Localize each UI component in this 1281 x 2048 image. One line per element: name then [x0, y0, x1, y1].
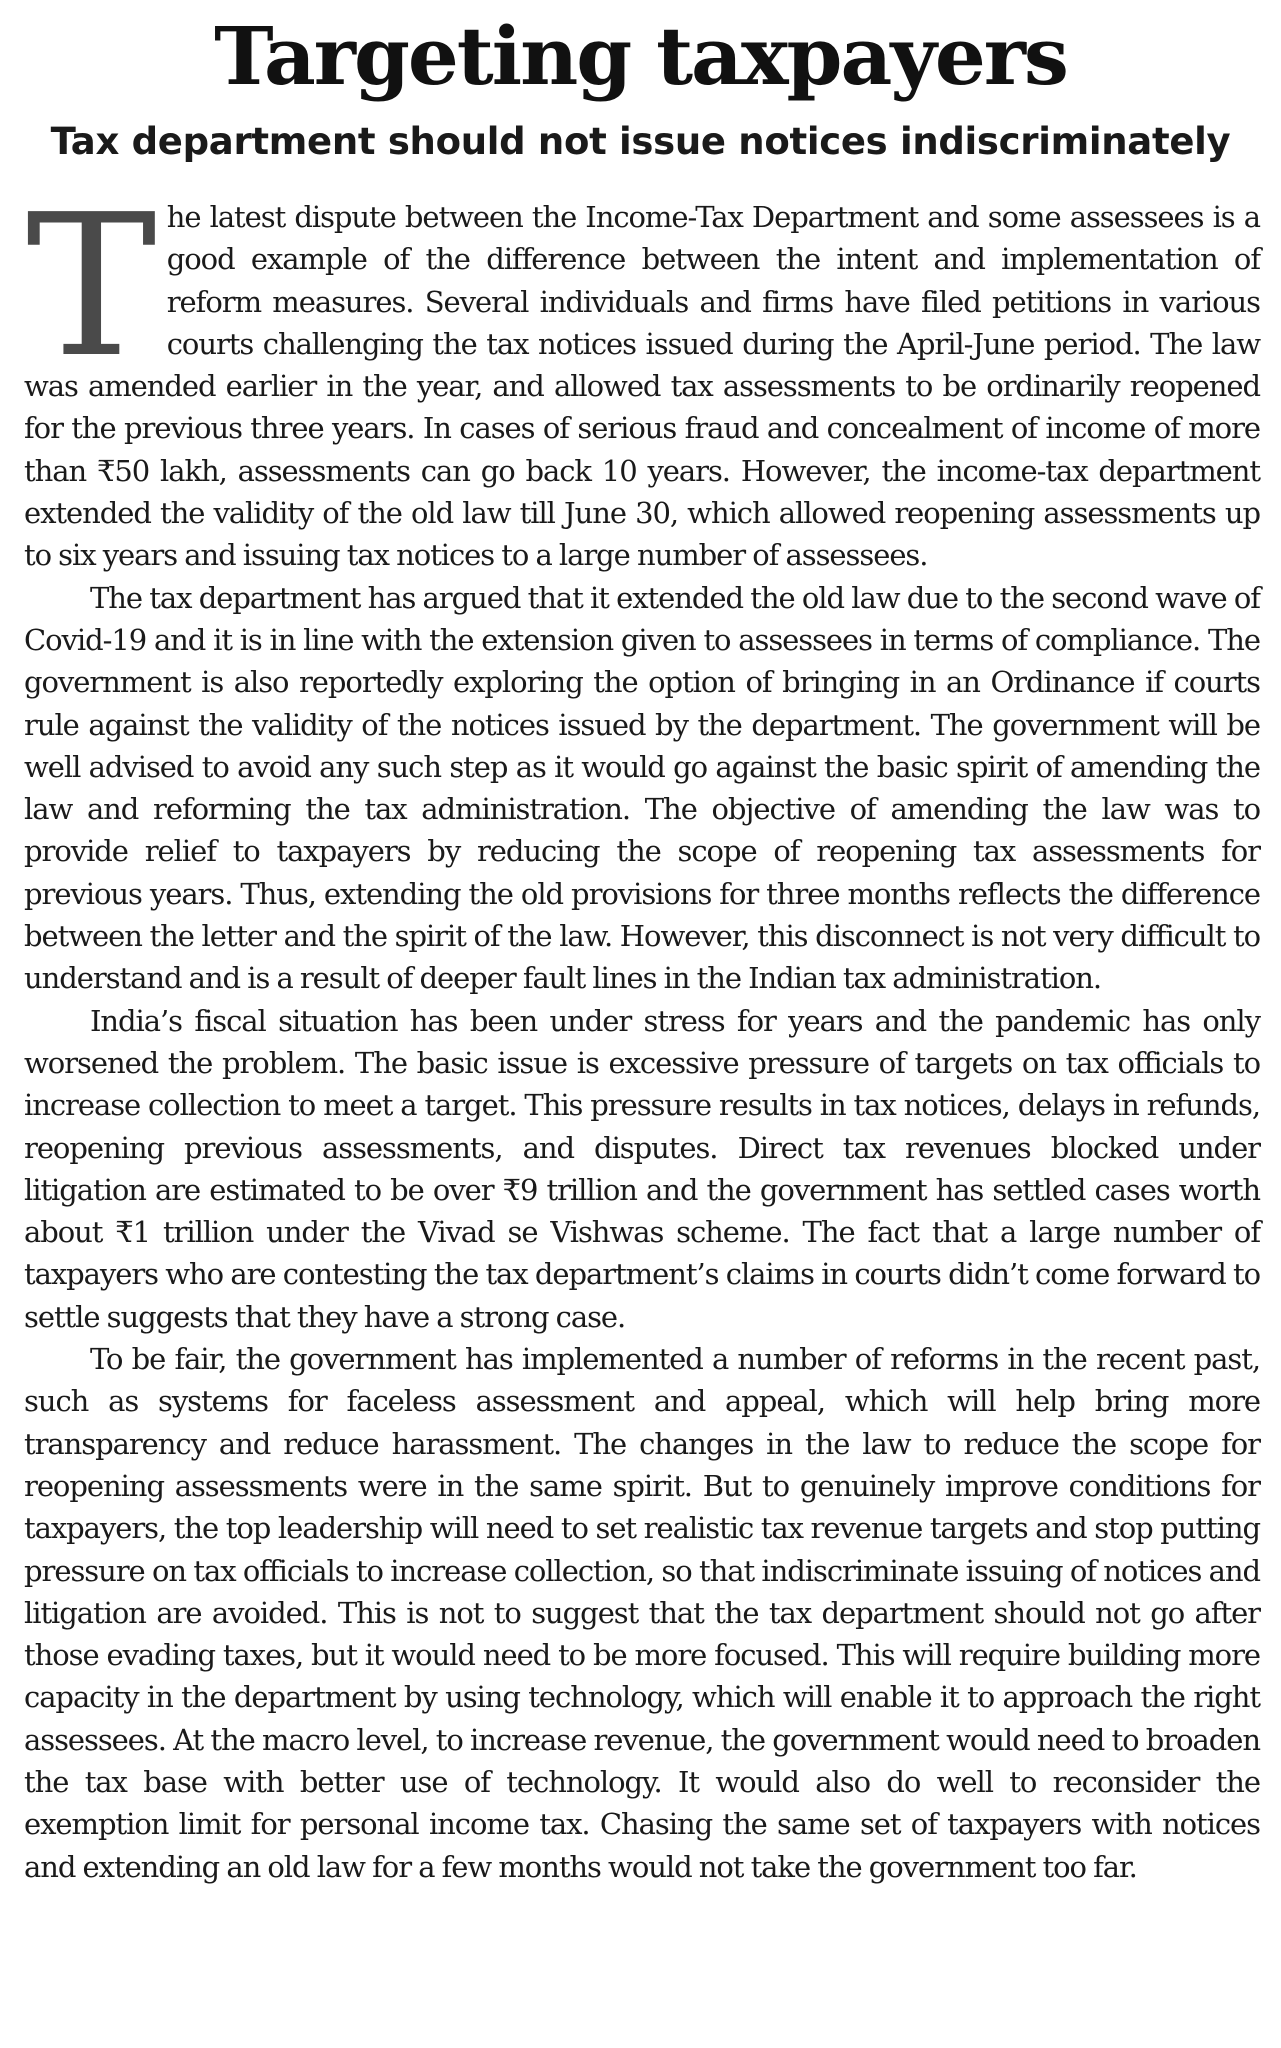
- drop-cap: T: [26, 173, 157, 401]
- paragraph-1-text: he latest dispute between the Income-Tax Department and some assessees is a good example of the difference between the intent and implementation of reform measures. Several individuals and firms have filed petitions in various courts challenging the tax notices issued during the April-June period. The law was amended earlier in the year, and allowed tax assessments to be ordinarily reopened for the previous three years. In cases of serious fraud and concealment of income of more than ₹50 lakh, assessments can go back 10 years. However, the income-tax department extended the validity of the old law till June 30, which allowed reopening assessments up to six years and issuing tax notices to a large number of assessees.: [24, 200, 1260, 573]
- article-paragraph-2: The tax department has argued that it extended the old law due to the second wave of Covid-19 and it is in line with the extension given to assessees in terms of compliance. The government is also reportedly exploring the option of bringing in an Ordinance if courts rule against the validity of the notices issued by the department. The government will be well advised to avoid any such step as it would go against the basic spirit of amending the law and reforming the tax administration. The objective of amending the law was to provide relief to taxpayers by reducing the scope of reopening tax assessments for previous years. Thus, extending the old provisions for three months reflects the difference between the letter and the spirit of the law. However, this disconnect is not very difficult to understand and is a result of deeper fault lines in the Indian tax administration.: [24, 580, 1260, 996]
- article-body: [24, 173, 1260, 1888]
- article-paragraph-4: To be fair, the government has implemented a number of reforms in the recent past, such as systems for faceless assessment and appeal, which will help bring more transparency and reduce harassment. The changes in the law to reduce the scope for reopening assessments were in the same spirit. But to genuinely improve conditions for taxpayers, the top leadership will need to set realistic tax revenue targets and stop putting pressure on tax officials to increase collection, so that indiscriminate issuing of notices and litigation are avoided. This is not to suggest that the tax department should not go after those evading taxes, but it would need to be more focused. This will require building more capacity in the department by using technology, which will enable it to approach the right assessees. At the macro level, to increase revenue, the government would need to broaden the tax base with better use of technology. It would also do well to reconsider the exemption limit for personal income tax. Chasing the same set of taxpayers with notices and extending an old law for a few months would not take the government too far.: [24, 1342, 1260, 1884]
- article-paragraph-1: [24, 173, 1260, 577]
- article-paragraph-3: India’s fiscal situation has been under stress for years and the pandemic has only worsened the problem. The basic issue is excessive pressure of targets on tax officials to increase collection to meet a target. This pressure results in tax notices, delays in refunds, reopening previous assessments, and disputes. Direct tax revenues blocked under litigation are estimated to be over ₹9 trillion and the government has settled cases worth about ₹1 trillion under the Vivad se Vishwas scheme. The fact that a large number of taxpayers who are contesting the tax department’s claims in courts didn’t come forward to settle suggests that they have a strong case.: [24, 1003, 1260, 1334]
- headline: Targeting taxpayers: [214, 9, 1067, 103]
- deck-subheadline: Tax department should not issue notices indiscriminately: [50, 120, 1231, 163]
